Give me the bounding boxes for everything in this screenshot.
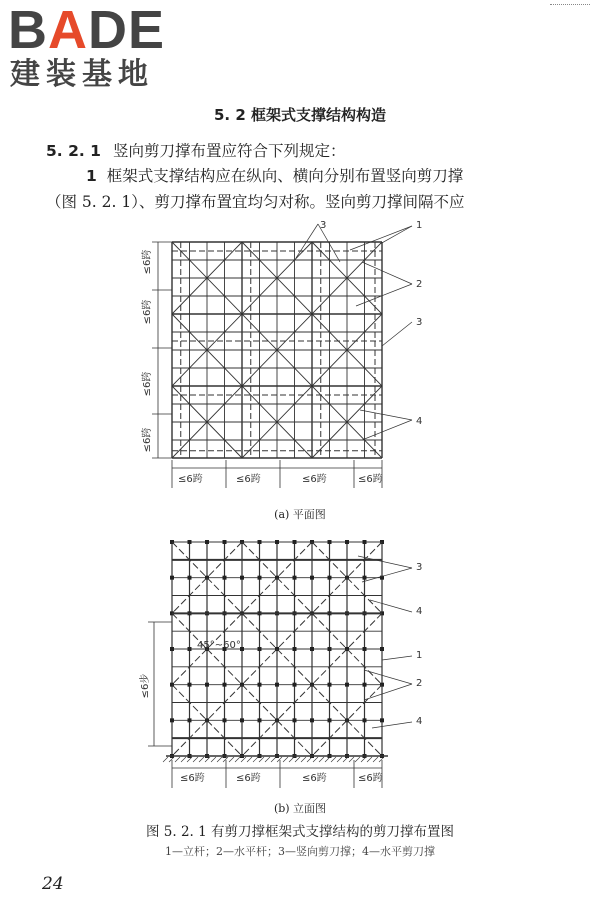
elev-node xyxy=(310,718,314,722)
elev-leader xyxy=(362,568,412,582)
plan-leader xyxy=(362,262,412,284)
elev-callout-3: 3 xyxy=(416,562,423,573)
elev-ground-hatch xyxy=(337,757,342,762)
plan-left-dim-4: ≤6跨 xyxy=(142,427,153,453)
elev-node xyxy=(275,683,279,687)
elev-ground-hatch xyxy=(193,757,198,762)
elev-node xyxy=(223,683,227,687)
page-number: 24 xyxy=(42,874,64,894)
elev-node xyxy=(275,540,279,544)
elev-node xyxy=(258,718,262,722)
elev-ground-hatch xyxy=(355,757,360,762)
plan-leader xyxy=(380,226,412,244)
elev-leader xyxy=(370,600,412,612)
plan-bottom-dim-4: ≤6跨 xyxy=(358,474,383,485)
elev-node xyxy=(345,540,349,544)
plan-callout-3-mid: 3 xyxy=(416,317,423,328)
elev-leader xyxy=(364,670,412,684)
plan-leader xyxy=(350,226,412,250)
elev-callout-4-bot: 4 xyxy=(416,716,423,727)
elev-node xyxy=(363,718,367,722)
elev-ground-hatch xyxy=(163,757,168,762)
elev-node xyxy=(170,718,174,722)
elev-node xyxy=(328,718,332,722)
logo-subtitle: 建装基地 xyxy=(10,57,154,92)
plan-leader xyxy=(382,322,412,346)
elev-bottom-dim-1: ≤6跨 xyxy=(180,773,205,784)
clause-number: 5. 2. 1 xyxy=(46,142,101,160)
elev-ground-hatch xyxy=(217,757,222,762)
plan-callout-3-top: 3 xyxy=(320,220,327,231)
plan-view-drawing xyxy=(152,224,412,488)
elev-node xyxy=(240,718,244,722)
plan-callout-2: 2 xyxy=(416,279,423,290)
elev-leader xyxy=(358,556,412,568)
elev-node xyxy=(188,647,192,651)
elev-callout-4-top: 4 xyxy=(416,606,423,617)
elev-node xyxy=(258,647,262,651)
elev-node xyxy=(310,576,314,580)
elev-node xyxy=(223,718,227,722)
plan-callout-4: 4 xyxy=(416,416,423,427)
elev-node xyxy=(328,540,332,544)
elev-ground-hatch xyxy=(367,757,372,762)
elev-node xyxy=(293,683,297,687)
elev-ground-hatch xyxy=(349,757,354,762)
elev-node xyxy=(345,683,349,687)
elev-node xyxy=(205,540,209,544)
elev-angle-label: 45°~60° xyxy=(197,640,241,651)
elevation-view-caption: (b) 立面图 xyxy=(273,802,327,815)
elev-left-dim: ≤6步 xyxy=(140,673,151,699)
elev-node xyxy=(223,576,227,580)
elevation-view-drawing xyxy=(148,540,412,788)
elev-ground-hatch xyxy=(235,757,240,762)
elev-node xyxy=(363,540,367,544)
elev-ground-hatch xyxy=(247,757,252,762)
elev-ground-hatch xyxy=(265,757,270,762)
plan-bottom-dim-2: ≤6跨 xyxy=(236,474,261,485)
elev-node xyxy=(293,647,297,651)
logo-brand: BADE xyxy=(8,0,166,60)
elev-node xyxy=(258,540,262,544)
elev-leader xyxy=(372,722,412,728)
plan-bottom-dim-3: ≤6跨 xyxy=(302,474,327,485)
elev-ground-hatch xyxy=(319,757,324,762)
elev-node xyxy=(328,683,332,687)
elev-node xyxy=(363,647,367,651)
elev-node xyxy=(188,540,192,544)
elev-ground-hatch xyxy=(253,757,258,762)
item-number: 1 xyxy=(86,167,97,185)
elev-ground-hatch xyxy=(211,757,216,762)
elev-node xyxy=(380,718,384,722)
elev-node xyxy=(310,647,314,651)
figure-title: 图 5. 2. 1 有剪刀撑框架式支撑结构的剪刀撑布置图 xyxy=(145,824,454,840)
elev-bottom-dim-3: ≤6跨 xyxy=(302,773,327,784)
elev-leader xyxy=(364,684,412,700)
elev-node xyxy=(205,683,209,687)
clause-text: 竖向剪刀撑布置应符合下列规定： xyxy=(112,142,346,160)
elev-ground-hatch xyxy=(373,757,378,762)
plan-left-dim-3: ≤6跨 xyxy=(142,371,153,397)
elev-ground-hatch xyxy=(307,757,312,762)
elev-ground-hatch xyxy=(229,757,234,762)
elev-node xyxy=(188,683,192,687)
plan-leader xyxy=(362,420,412,440)
elev-node xyxy=(293,540,297,544)
elev-node xyxy=(293,718,297,722)
plan-callout-1: 1 xyxy=(416,220,423,231)
elev-callout-2: 2 xyxy=(416,678,423,689)
elev-bottom-dim-2: ≤6跨 xyxy=(236,773,261,784)
elev-node xyxy=(188,576,192,580)
elev-node xyxy=(170,576,174,580)
elev-ground-hatch xyxy=(283,757,288,762)
elev-node xyxy=(328,576,332,580)
elev-ground-hatch xyxy=(175,757,180,762)
elev-ground-hatch xyxy=(181,757,186,762)
section-title: 5. 2 框架式支撑结构构造 xyxy=(213,106,387,124)
elev-node xyxy=(328,647,332,651)
elev-bottom-dim-4: ≤6跨 xyxy=(358,773,383,784)
elev-callout-1: 1 xyxy=(416,650,423,661)
elev-ground-hatch xyxy=(289,757,294,762)
elev-node xyxy=(188,718,192,722)
item-1-line-2: （图 5. 2. 1）、剪刀撑布置宜均匀对称。竖向剪刀撑间隔不应 xyxy=(46,193,465,211)
plan-leader xyxy=(296,224,318,258)
elev-node xyxy=(293,576,297,580)
elev-ground-hatch xyxy=(331,757,336,762)
plan-left-dim-1: ≤6跨 xyxy=(142,249,153,275)
elev-ground-hatch xyxy=(271,757,276,762)
elev-ground-hatch xyxy=(301,757,306,762)
plan-view-caption: (a) 平面图 xyxy=(274,508,326,521)
plan-left-dim-2: ≤6跨 xyxy=(142,299,153,325)
elev-node xyxy=(240,576,244,580)
figure-legend: 1—立杆；2—水平杆；3—竖向剪刀撑；4—水平剪刀撑 xyxy=(165,845,435,858)
elev-node xyxy=(223,540,227,544)
elev-ground-hatch xyxy=(199,757,204,762)
item-1-text-1: 框架式支撑结构应在纵向、横向分别布置竖向剪刀撑 xyxy=(106,167,464,185)
elev-node xyxy=(258,576,262,580)
elev-node xyxy=(380,647,384,651)
plan-leader xyxy=(360,410,412,420)
elev-leader xyxy=(382,656,412,660)
elev-node xyxy=(363,576,367,580)
plan-bottom-dim-1: ≤6跨 xyxy=(178,474,203,485)
elev-node xyxy=(258,683,262,687)
elev-node xyxy=(170,647,174,651)
elev-node xyxy=(363,683,367,687)
